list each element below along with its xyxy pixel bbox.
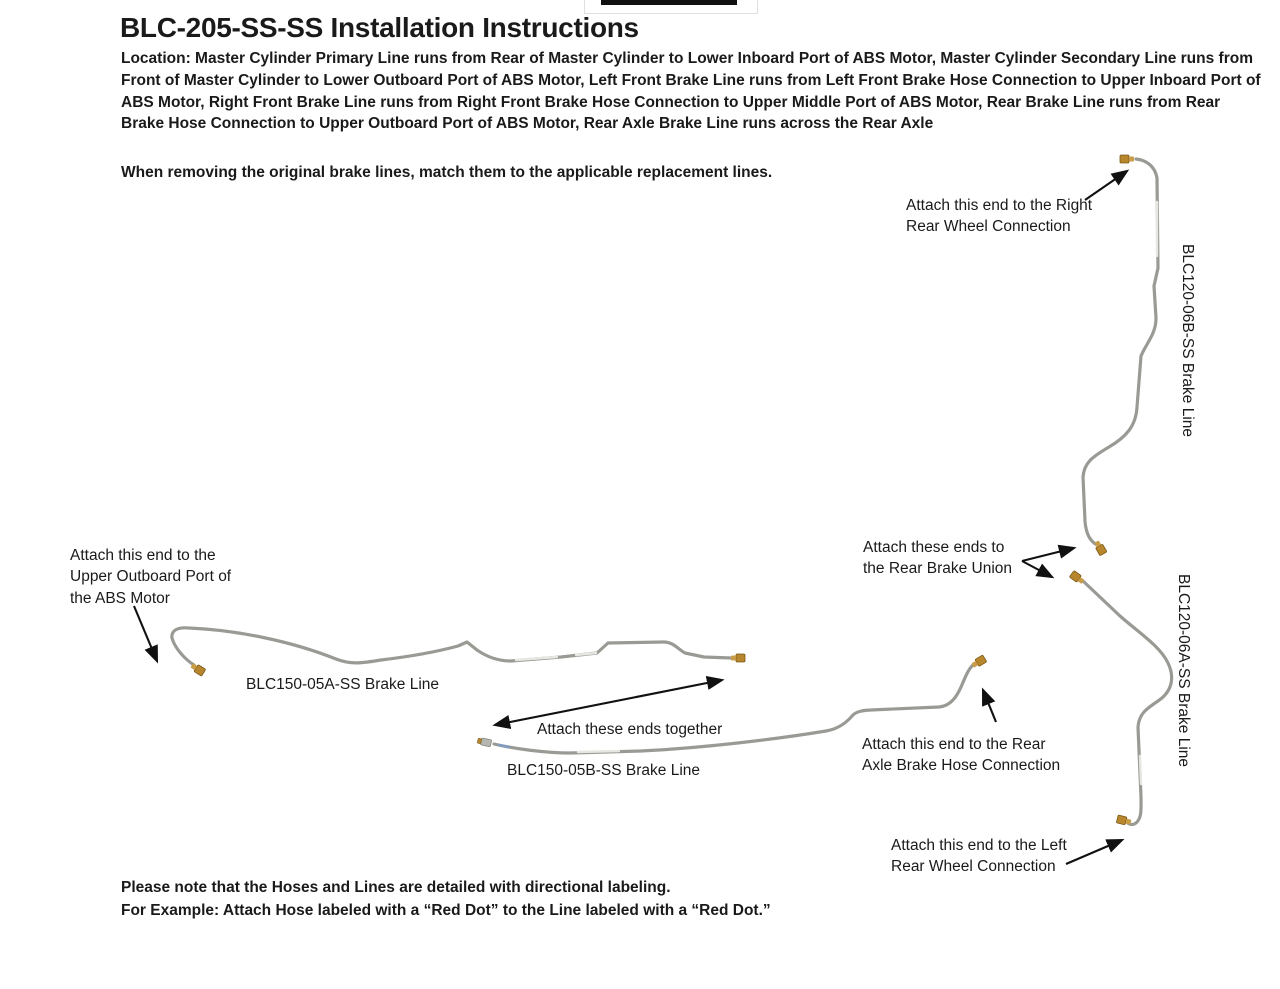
annotation-line: Attach these ends to bbox=[863, 539, 1005, 556]
annotation-line: Attach this end to the Rear bbox=[862, 736, 1046, 753]
annotation-ends-together: Attach these ends together bbox=[537, 721, 723, 738]
band-06a bbox=[1140, 756, 1141, 784]
annotation-line: Attach this end to the bbox=[70, 547, 216, 564]
annotation-line: Rear Wheel Connection bbox=[906, 218, 1071, 236]
annotation-line: Rear Wheel Connection bbox=[891, 858, 1056, 876]
annotation-line: Attach this end to the Right bbox=[906, 197, 1093, 214]
fitting-05a-right-end bbox=[731, 654, 745, 662]
annotation-rear-brake-union bbox=[863, 537, 1012, 580]
page-title: BLC-205-SS-SS Installation Instructions bbox=[120, 12, 639, 43]
arrow-rear-axle-hose-icon bbox=[983, 690, 996, 722]
brake-line-05a-path bbox=[172, 628, 731, 665]
annotation-right-rear-wheel bbox=[906, 195, 1092, 238]
part-label-blc120-06b: BLC120-06B-SS Brake Line bbox=[1179, 244, 1196, 438]
part-label-blc120-06a: BLC120-06A-SS Brake Line bbox=[1175, 574, 1192, 768]
arrow-union-lower-icon bbox=[1022, 561, 1052, 577]
fitting-05b-left-end bbox=[477, 737, 492, 747]
annotation-line: the Rear Brake Union bbox=[863, 560, 1013, 578]
annotation-rear-axle-hose bbox=[862, 734, 1060, 777]
annotation-left-rear-wheel bbox=[891, 835, 1067, 878]
brake-line-06a-path bbox=[1083, 581, 1172, 824]
location-paragraph: Location: Master Cylinder Primary Line runs from Rear of Master Cylinder to Lower Inboard Port of ABS Motor, Master Cylinder Secondary Line runs from Front of Master Cylinder to Lower Outboard Port of ABS Motor, Left Front Brake Line runs from Left Front Brake Hose Connection to Upper Inboard Port of ABS Motor, Right Front Brake Line runs from Right Front Brake Hose Connection to Upper Middle Port of ABS Motor, Rear Brake Line runs from Rear Brake Hose Connection to Upper Outboard Port of ABS Motor, Rear Axle Brake Line runs across the Rear Axle bbox=[121, 50, 1261, 133]
arrow-left-rear-wheel-icon bbox=[1066, 840, 1122, 864]
part-label-blc150-05a: BLC150-05A-SS Brake Line bbox=[246, 676, 440, 693]
annotation-line: Upper Outboard Port of bbox=[70, 568, 232, 586]
annotation-line: Axle Brake Hose Connection bbox=[862, 757, 1061, 775]
part-label-blc150-05b: BLC150-05B-SS Brake Line bbox=[507, 762, 701, 779]
footer-note-line2: For Example: Attach Hose labeled with a “Red Dot” to the Line labeled with a “Red Dot.” bbox=[121, 902, 771, 919]
annotation-line: Attach this end to the Left bbox=[891, 837, 1067, 854]
arrow-abs-motor-icon bbox=[134, 606, 157, 661]
annotation-abs-motor bbox=[70, 545, 231, 609]
brake-line-06b-path bbox=[1083, 159, 1158, 545]
removal-note: When removing the original brake lines, match them to the applicable replacement lines. bbox=[121, 164, 773, 181]
band-05b bbox=[578, 751, 619, 752]
arrow-union-upper-icon bbox=[1022, 548, 1074, 561]
tube-label-bands bbox=[516, 202, 1157, 784]
annotation-line: the ABS Motor bbox=[70, 589, 170, 607]
fitting-right-rear-wheel bbox=[1120, 155, 1134, 163]
band-05a-1 bbox=[516, 657, 557, 660]
footer-note-line1: Please note that the Hoses and Lines are detailed with directional labeling. bbox=[121, 879, 671, 896]
fitting-left-rear-wheel bbox=[1116, 815, 1132, 826]
